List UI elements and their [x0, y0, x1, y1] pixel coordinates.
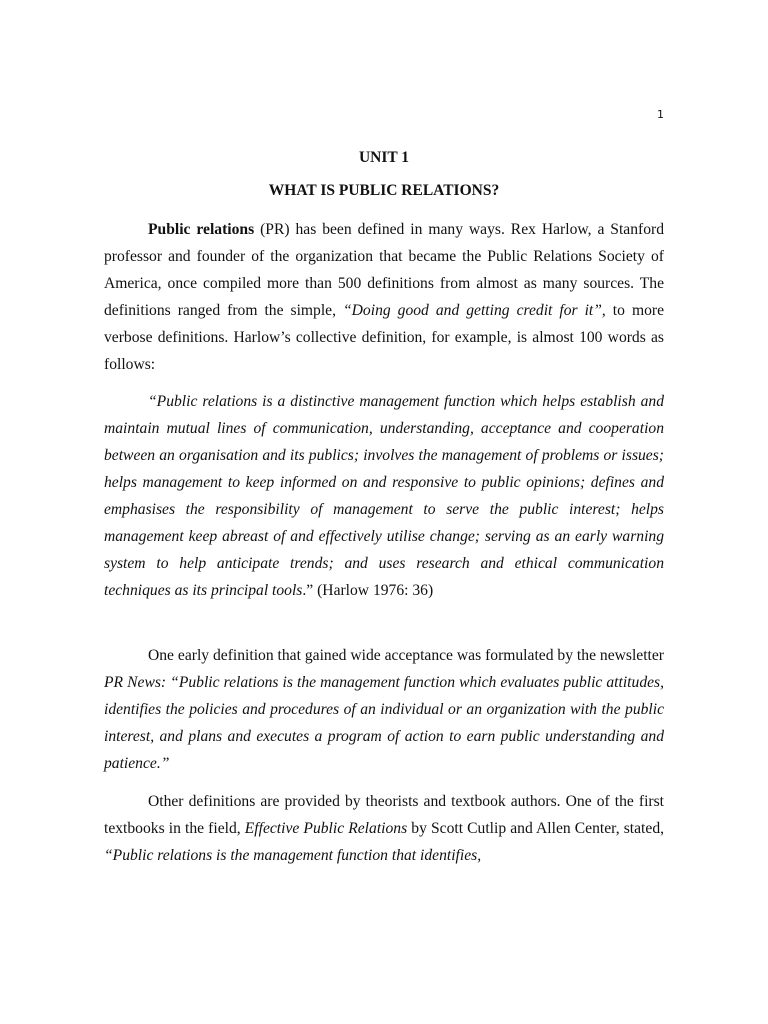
quote-pr-news: PR News: “Public relations is the management function which evaluates public attitudes, identifies the policies and procedures of an individual or an organization with the public interest, and plans and executes a program of action to earn public understanding and patience.”	[104, 674, 664, 772]
paragraph-text: (PR) has been defined in many ways. Rex Harlow, a Stanford professor and founder of the organization that became the Public Relations Society of America, once compiled more than 500 definitions from almost as many sources. The definitions ranged from the simple,	[104, 221, 665, 319]
citation: .” (Harlow 1976: 36)	[302, 582, 434, 599]
paragraph-text: , to more verbose definitions. Harlow’s collective definition, for example, is almost 100 words as follows:	[104, 302, 664, 373]
quote-cutlip-center: “Public relations is the management function that identifies,	[104, 847, 482, 864]
paragraph-text: by Scott Cutlip and Allen Center, stated,	[407, 820, 665, 837]
term-public-relations: Public relations	[148, 221, 255, 238]
page-number: 1	[657, 108, 664, 121]
quote-simple-definition: “Doing good and getting credit for it”	[343, 302, 602, 319]
paragraph-textbook-definitions	[104, 788, 664, 869]
paragraph-text: One early definition that gained wide acceptance was formulated by the newsletter	[148, 647, 664, 664]
book-title: Effective Public Relations	[244, 820, 408, 837]
paragraph-text: Other definitions are provided by theorists and textbook authors. One of the first textbooks in the field,	[104, 793, 664, 837]
paragraph-pr-news-definition	[104, 642, 664, 777]
page-title: WHAT IS PUBLIC RELATIONS?	[268, 182, 500, 199]
paragraph-harlow-definition	[104, 388, 664, 604]
paragraph-definitions-intro	[104, 216, 664, 378]
quote-harlow: “Public relations is a distinctive management function which helps establish and maintain mutual lines of communication, understanding, acceptance and cooperation between an organisation and its publics; involves the management of problems or issues; helps management to keep informed on and responsive to public opinions; defines and emphasises the responsibility of management to serve the public interest; helps management keep abreast of and effectively utilise change; serving as an early warning system to help anticipate trends; and uses research and ethical communication techniques as its principal tools	[104, 393, 664, 599]
unit-heading: UNIT 1	[358, 149, 410, 166]
